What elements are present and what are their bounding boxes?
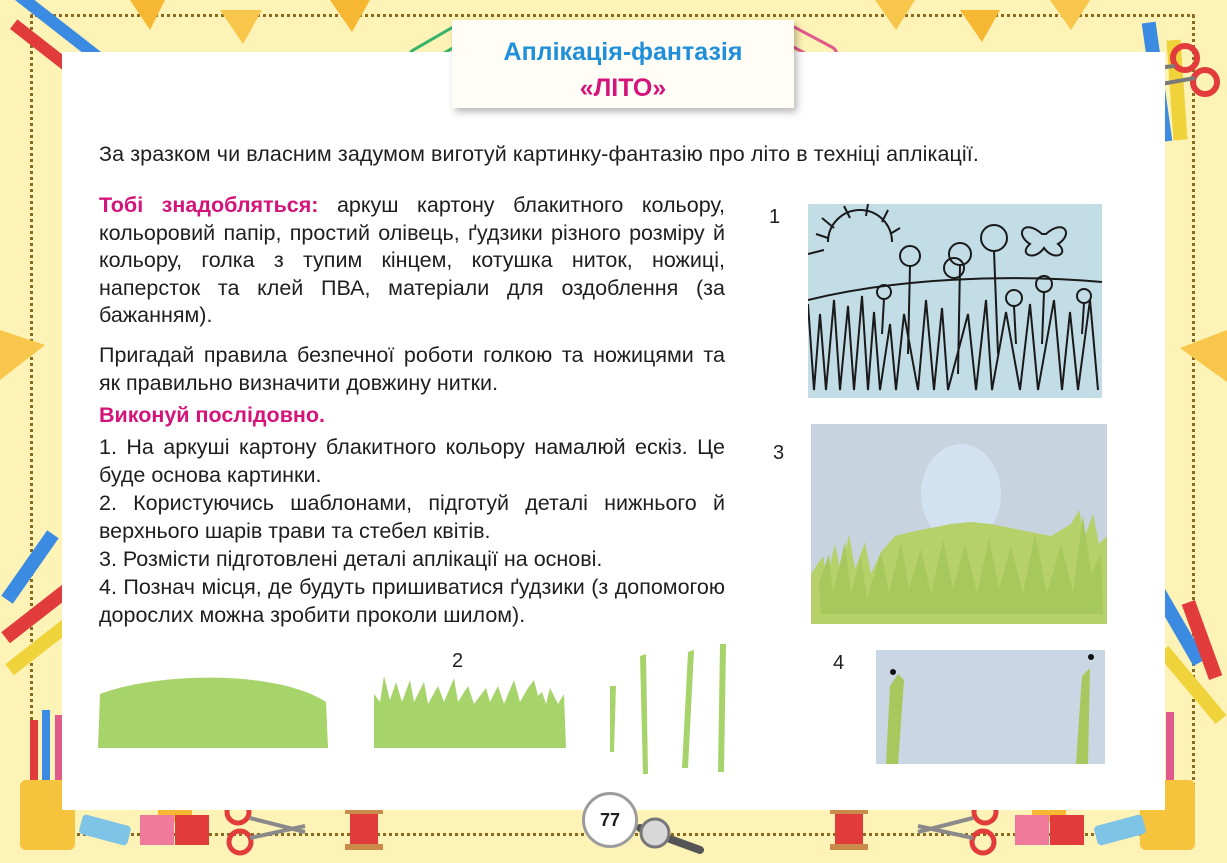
figure-label-2: 2 [452, 650, 464, 672]
page-number: 77 [582, 792, 638, 848]
title-card [452, 20, 794, 108]
step-item: 3. Розмісти підготовлені деталі аплікації на основі. [99, 547, 603, 571]
figure-label-1: 1 [769, 206, 781, 228]
page-title: Аплікація-фантазія [503, 38, 743, 66]
materials-text: аркуш картону блакитного кольору, кольоровий папір, простий олівець, ґудзики різного розміру й кольору, голка з тупим кінцем, котушка ниток, ножиці, наперсток та клей ПВА, матеріали для оздоблення (за бажанням). [99, 193, 725, 327]
step-item: 1. На аркуші картону блакитного кольору намалюй ескіз. Це буде основа картинки. [99, 435, 725, 487]
figure-label-4: 4 [833, 652, 845, 674]
figure-3-grass [811, 424, 1107, 624]
figure-4-stems [876, 650, 1105, 764]
steps-heading: Виконуй послідовно. [99, 403, 326, 427]
figure-label-3: 3 [773, 442, 785, 464]
intro-text: За зразком чи власним задумом виготуй картинку-фантазію про літо в техніці аплікації. [99, 142, 979, 166]
page-subtitle: «ЛІТО» [579, 74, 667, 102]
side-flag-icon [1180, 330, 1227, 382]
steps-list [99, 433, 725, 629]
magnifier-icon [640, 819, 700, 850]
materials-label: Тобі знадобляться: [99, 193, 319, 217]
step-item: 4. Познач місця, де будуть пришиватися ґудзики (з допомогою дорослих можна зробити проколи шилом). [99, 575, 725, 627]
safety-paragraph: Пригадай правила безпечної роботи голкою та ножицями та як правильно визначити довжину нитки. [99, 343, 725, 395]
side-flag-icon [0, 330, 45, 380]
figure-1-sketch [808, 204, 1102, 398]
materials-paragraph [99, 192, 725, 330]
figure-2-templates [98, 640, 738, 775]
step-item: 2. Користуючись шаблонами, підготуй деталі нижнього й верхнього шарів трави та стебел квітів. [99, 491, 725, 543]
